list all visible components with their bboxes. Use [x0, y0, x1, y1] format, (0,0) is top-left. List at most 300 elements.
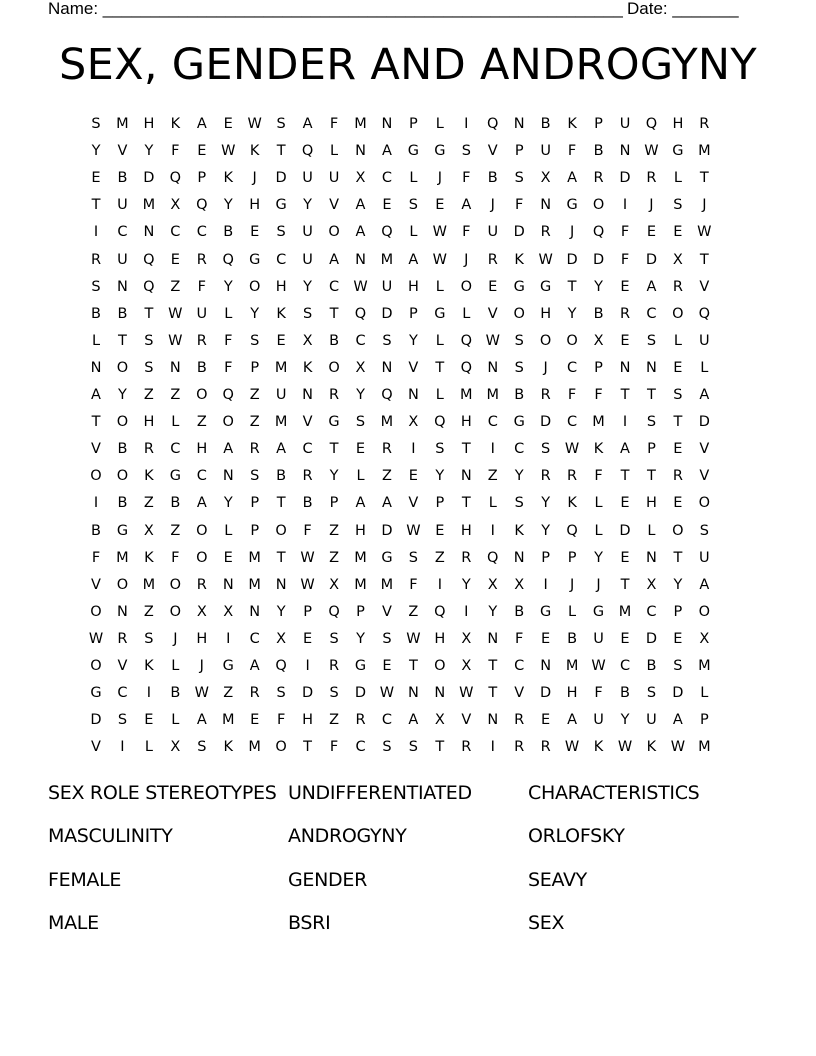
word-list-item: ANDROGYNY [288, 825, 407, 847]
grid-letter: P [409, 116, 418, 132]
grid-letter: J [490, 197, 495, 214]
grid-letter: I [464, 116, 469, 132]
grid-letter: A [196, 116, 207, 132]
grid-letter: G [592, 603, 605, 620]
grid-letter: O [328, 224, 340, 241]
grid-letter: R [249, 441, 260, 458]
grid-letter: O [434, 658, 446, 674]
grid-letter: O [196, 387, 208, 403]
grid-letter: X [514, 576, 525, 593]
grid-letter: C [514, 441, 525, 458]
grid-letter: D [143, 170, 155, 187]
grid-letter: B [91, 522, 101, 539]
grid-letter: E [408, 468, 418, 485]
grid-letter: N [460, 468, 472, 485]
word-list-item: SEX [528, 912, 565, 934]
grid-letter: X [143, 522, 154, 539]
grid-letter: P [514, 143, 524, 160]
letter-grid [84, 111, 744, 760]
grid-letter: A [408, 712, 419, 729]
grid-letter: H [434, 630, 446, 647]
grid-letter: U [487, 224, 499, 241]
grid-letter: F [567, 143, 577, 160]
grid-letter: E [435, 522, 445, 539]
grid-letter: H [143, 414, 155, 431]
grid-letter: T [435, 359, 445, 376]
grid-letter: M [380, 414, 394, 431]
grid-letter: S [646, 414, 657, 431]
grid-letter: S [117, 712, 128, 729]
grid-letter: F [276, 712, 286, 729]
grid-row [84, 301, 744, 328]
grid-letter: Z [434, 549, 445, 566]
grid-letter: C [196, 468, 207, 485]
grid-letter: P [303, 603, 312, 620]
grid-letter: L [409, 170, 418, 187]
grid-letter: Z [196, 414, 207, 431]
grid-letter: U [540, 143, 551, 160]
grid-letter: O [698, 603, 711, 620]
grid-letter: X [355, 359, 366, 376]
grid-letter: L [171, 414, 180, 431]
grid-letter: X [170, 197, 181, 214]
grid-letter: X [461, 658, 472, 674]
grid-letter: O [248, 278, 261, 295]
grid-letter: Q [698, 305, 711, 322]
grid-letter: X [196, 603, 207, 620]
grid-letter: X [355, 170, 366, 187]
grid-letter: W [432, 224, 448, 241]
grid-letter: S [329, 685, 339, 702]
grid-letter: K [223, 170, 233, 187]
grid-letter: C [514, 658, 525, 674]
grid-letter: W [300, 549, 315, 566]
grid-letter: N [355, 143, 366, 160]
grid-letter: T [488, 685, 498, 702]
grid-letter: E [276, 332, 286, 349]
grid-letter: E [435, 197, 445, 214]
grid-letter: R [302, 468, 313, 485]
grid-letter: P [699, 712, 709, 729]
grid-letter: K [514, 522, 524, 539]
grid-letter: V [514, 685, 525, 702]
grid-letter: R [461, 549, 472, 566]
word-list-item: FEMALE [48, 869, 122, 891]
grid-letter: T [91, 197, 101, 214]
grid-letter: K [144, 549, 154, 566]
grid-letter: Z [170, 522, 181, 539]
grid-letter: O [460, 278, 472, 295]
grid-letter: B [170, 685, 181, 702]
grid-letter: D [381, 305, 393, 322]
grid-letter: G [116, 522, 129, 539]
grid-letter: A [381, 495, 392, 512]
grid-letter: F [303, 522, 312, 539]
grid-letter: C [170, 441, 181, 458]
grid-letter: G [672, 143, 684, 160]
grid-letter: Q [487, 549, 499, 566]
grid-row [84, 545, 744, 572]
grid-letter: B [302, 495, 313, 512]
grid-letter: B [567, 630, 578, 647]
grid-letter: G [513, 414, 525, 431]
grid-letter: Q [460, 359, 472, 376]
grid-letter: N [487, 712, 499, 729]
grid-letter: V [408, 495, 419, 512]
word-list-item: SEX ROLE STEREOTYPES [48, 782, 277, 804]
grid-letter: W [591, 658, 606, 674]
grid-letter: T [144, 305, 154, 322]
grid-letter: B [117, 441, 128, 458]
grid-letter: P [594, 116, 603, 132]
grid-letter: L [91, 332, 101, 349]
grid-letter: S [408, 739, 418, 756]
grid-letter: M [248, 549, 261, 566]
grid-letter: V [381, 603, 392, 620]
grid-letter: A [355, 224, 366, 241]
grid-row [84, 436, 744, 463]
grid-letter: C [619, 658, 631, 674]
grid-letter: Q [196, 197, 208, 214]
grid-letter: Q [381, 224, 393, 241]
grid-letter: L [224, 522, 233, 539]
grid-letter: Q [354, 305, 367, 322]
grid-letter: F [594, 387, 603, 403]
grid-letter: F [620, 224, 630, 241]
grid-letter: Q [143, 278, 155, 295]
grid-letter: I [411, 441, 416, 458]
grid-letter: A [381, 143, 392, 160]
grid-letter: E [355, 441, 366, 458]
grid-letter: N [90, 359, 102, 376]
grid-letter: O [116, 414, 129, 431]
grid-row [84, 247, 744, 274]
grid-letter: G [328, 414, 340, 431]
grid-letter: Q [143, 251, 155, 268]
grid-letter: K [223, 739, 233, 756]
grid-letter: U [196, 305, 208, 322]
grid-letter: E [541, 712, 551, 729]
grid-letter: X [276, 630, 287, 647]
grid-letter: D [566, 251, 578, 268]
grid-letter: G [513, 278, 525, 295]
grid-letter: V [461, 712, 472, 729]
grid-letter: J [569, 576, 575, 593]
grid-letter: I [93, 224, 99, 241]
grid-letter: J [702, 197, 707, 214]
name-field-label: Name: _______________________________________________________ [48, 0, 623, 18]
grid-letter: Z [487, 468, 498, 485]
grid-row [84, 382, 744, 409]
grid-letter: S [673, 387, 683, 403]
grid-letter: L [435, 332, 444, 349]
grid-letter: J [199, 658, 204, 674]
grid-letter: T [435, 739, 445, 756]
grid-letter: L [594, 522, 603, 539]
grid-letter: H [566, 685, 578, 702]
grid-letter: I [93, 495, 99, 512]
grid-letter: M [380, 251, 394, 268]
grid-letter: T [276, 495, 286, 512]
grid-letter: T [329, 305, 339, 322]
grid-letter: V [302, 414, 313, 431]
grid-letter: O [90, 658, 102, 674]
grid-letter: K [170, 116, 181, 132]
grid-letter: R [540, 468, 551, 485]
grid-letter: H [407, 278, 419, 295]
grid-letter: R [487, 251, 498, 268]
grid-letter: Y [144, 143, 154, 160]
grid-letter: Y [435, 468, 445, 485]
grid-letter: P [594, 359, 603, 376]
grid-letter: R [619, 305, 631, 322]
grid-letter: R [672, 278, 683, 295]
grid-letter: W [168, 332, 183, 349]
grid-letter: F [224, 359, 233, 376]
grid-letter: E [303, 630, 313, 647]
grid-letter: Y [620, 712, 630, 729]
grid-letter: L [171, 658, 180, 674]
grid-letter: B [276, 468, 287, 485]
grid-row [84, 518, 744, 545]
grid-letter: P [250, 522, 260, 539]
grid-letter: D [592, 251, 605, 268]
grid-letter: O [672, 305, 684, 322]
grid-letter: O [169, 576, 182, 593]
grid-letter: K [302, 359, 313, 376]
grid-letter: G [222, 658, 234, 674]
page-title: SEX, GENDER AND ANDROGYNY [59, 40, 757, 90]
grid-letter: P [329, 495, 339, 512]
grid-letter: F [462, 170, 471, 187]
grid-letter: O [698, 495, 711, 512]
grid-letter: M [565, 658, 579, 674]
grid-letter: N [619, 143, 631, 160]
grid-letter: H [672, 116, 684, 132]
grid-letter: S [144, 359, 154, 376]
grid-letter: L [488, 495, 497, 512]
grid-letter: G [434, 305, 446, 322]
grid-letter: L [700, 359, 709, 376]
grid-letter: T [488, 658, 498, 674]
grid-letter: B [620, 685, 630, 702]
grid-letter: D [698, 414, 710, 431]
grid-letter: H [645, 495, 657, 512]
grid-letter: C [249, 630, 260, 647]
grid-letter: R [699, 116, 710, 132]
grid-letter: D [354, 685, 367, 702]
grid-letter: S [250, 468, 260, 485]
grid-letter: G [540, 603, 552, 620]
grid-letter: D [619, 522, 631, 539]
grid-letter: Y [118, 387, 127, 403]
grid-letter: U [619, 116, 631, 132]
grid-letter: X [540, 170, 551, 187]
grid-letter: Y [567, 305, 577, 322]
grid-letter: A [408, 251, 419, 268]
grid-letter: A [620, 441, 630, 458]
grid-letter: W [432, 251, 448, 268]
grid-letter: J [596, 576, 601, 593]
grid-letter: Y [541, 495, 551, 512]
grid-letter: M [116, 116, 129, 132]
header [48, 0, 748, 21]
grid-row [84, 626, 744, 653]
grid-letter: N [487, 359, 499, 376]
grid-letter: S [435, 441, 445, 458]
grid-letter: F [224, 332, 233, 349]
grid-letter: G [540, 278, 552, 295]
grid-letter: N [646, 549, 657, 566]
grid-letter: L [594, 495, 603, 512]
grid-letter: O [513, 305, 525, 322]
grid-letter: F [515, 630, 524, 647]
grid-letter: J [464, 251, 469, 268]
grid-letter: H [460, 522, 472, 539]
grid-letter: W [168, 305, 183, 322]
grid-letter: M [618, 603, 632, 620]
grid-letter: S [382, 332, 392, 349]
grid-letter: S [276, 116, 286, 132]
grid-letter: G [407, 143, 420, 160]
grid-letter: W [221, 143, 236, 160]
grid-letter: O [169, 603, 182, 620]
grid-letter: C [381, 170, 392, 187]
grid-letter: S [382, 739, 392, 756]
grid-letter: S [646, 332, 657, 349]
grid-letter: J [437, 170, 442, 187]
grid-letter: R [646, 170, 657, 187]
grid-letter: E [144, 712, 154, 729]
grid-letter: B [170, 495, 181, 512]
grid-letter: R [196, 251, 207, 268]
grid-letter: E [620, 332, 630, 349]
grid-letter: N [381, 116, 393, 132]
grid-letter: T [91, 414, 101, 431]
grid-letter: T [303, 739, 313, 756]
grid-letter: W [538, 251, 553, 268]
grid-letter: O [328, 359, 340, 376]
grid-letter: F [171, 143, 180, 160]
grid-letter: R [672, 468, 683, 485]
grid-letter: W [644, 143, 659, 160]
grid-letter: G [381, 549, 393, 566]
grid-letter: I [437, 576, 442, 593]
grid-letter: V [487, 143, 498, 160]
grid-letter: E [620, 278, 630, 295]
grid-letter: K [567, 495, 577, 512]
grid-letter: W [247, 116, 262, 132]
grid-letter: J [569, 224, 575, 241]
grid-letter: L [673, 170, 682, 187]
grid-letter: R [514, 739, 525, 756]
grid-letter: V [117, 658, 128, 674]
grid-letter: R [540, 739, 551, 756]
grid-letter: N [355, 251, 366, 268]
grid-letter: A [646, 278, 657, 295]
grid-letter: H [249, 197, 261, 214]
grid-letter: R [355, 712, 366, 729]
grid-letter: W [300, 576, 315, 593]
grid-letter: G [434, 143, 446, 160]
grid-letter: N [275, 576, 287, 593]
grid-letter: N [619, 359, 631, 376]
grid-row [84, 328, 744, 355]
grid-letter: Y [303, 278, 313, 295]
grid-letter: E [620, 630, 630, 647]
grid-letter: B [117, 305, 128, 322]
grid-letter: I [120, 739, 125, 756]
grid-letter: X [170, 739, 181, 756]
grid-letter: F [409, 576, 418, 593]
grid-letter: S [408, 197, 418, 214]
grid-letter: B [487, 170, 498, 187]
grid-letter: R [514, 712, 525, 729]
grid-letter: X [408, 414, 419, 431]
grid-letter: Q [222, 387, 234, 403]
word-list-item: GENDER [288, 869, 367, 891]
grid-letter: C [487, 414, 498, 431]
grid-letter: C [567, 359, 578, 376]
grid-letter: V [329, 197, 339, 214]
grid-letter: I [543, 576, 548, 593]
grid-letter: M [380, 576, 394, 593]
grid-letter: A [302, 116, 313, 132]
grid-letter: I [490, 441, 495, 458]
grid-letter: R [567, 468, 578, 485]
grid-letter: S [514, 359, 524, 376]
grid-letter: L [647, 522, 656, 539]
grid-letter: B [646, 658, 657, 674]
grid-letter: M [116, 549, 129, 566]
grid-letter: C [117, 224, 128, 241]
grid-letter: M [248, 739, 261, 756]
grid-letter: Y [223, 278, 233, 295]
grid-letter: T [699, 170, 709, 187]
grid-letter: Y [91, 143, 101, 160]
grid-letter: V [699, 468, 710, 485]
grid-letter: B [593, 305, 604, 322]
grid-letter: F [594, 685, 603, 702]
grid-letter: S [541, 441, 551, 458]
grid-letter: U [699, 332, 710, 349]
grid-letter: Z [249, 414, 260, 431]
grid-letter: Z [143, 603, 154, 620]
grid-letter: Y [329, 468, 339, 485]
grid-letter: W [88, 630, 104, 647]
grid-letter: J [173, 630, 178, 647]
grid-letter: A [196, 712, 207, 729]
grid-letter: B [540, 116, 551, 132]
grid-letter: Y [356, 630, 365, 647]
grid-letter: O [116, 468, 129, 485]
grid-letter: Y [408, 332, 418, 349]
grid-letter: J [252, 170, 257, 187]
grid-letter: M [460, 387, 473, 403]
grid-letter: W [670, 739, 686, 756]
grid-row [84, 463, 744, 490]
grid-letter: Z [143, 495, 154, 512]
grid-letter: Y [250, 305, 260, 322]
grid-row [84, 572, 744, 599]
grid-letter: D [381, 522, 393, 539]
grid-letter: S [302, 305, 313, 322]
grid-letter: S [514, 495, 524, 512]
grid-letter: S [91, 278, 101, 295]
grid-letter: E [673, 359, 683, 376]
grid-letter: R [540, 224, 551, 241]
grid-letter: N [222, 576, 234, 593]
